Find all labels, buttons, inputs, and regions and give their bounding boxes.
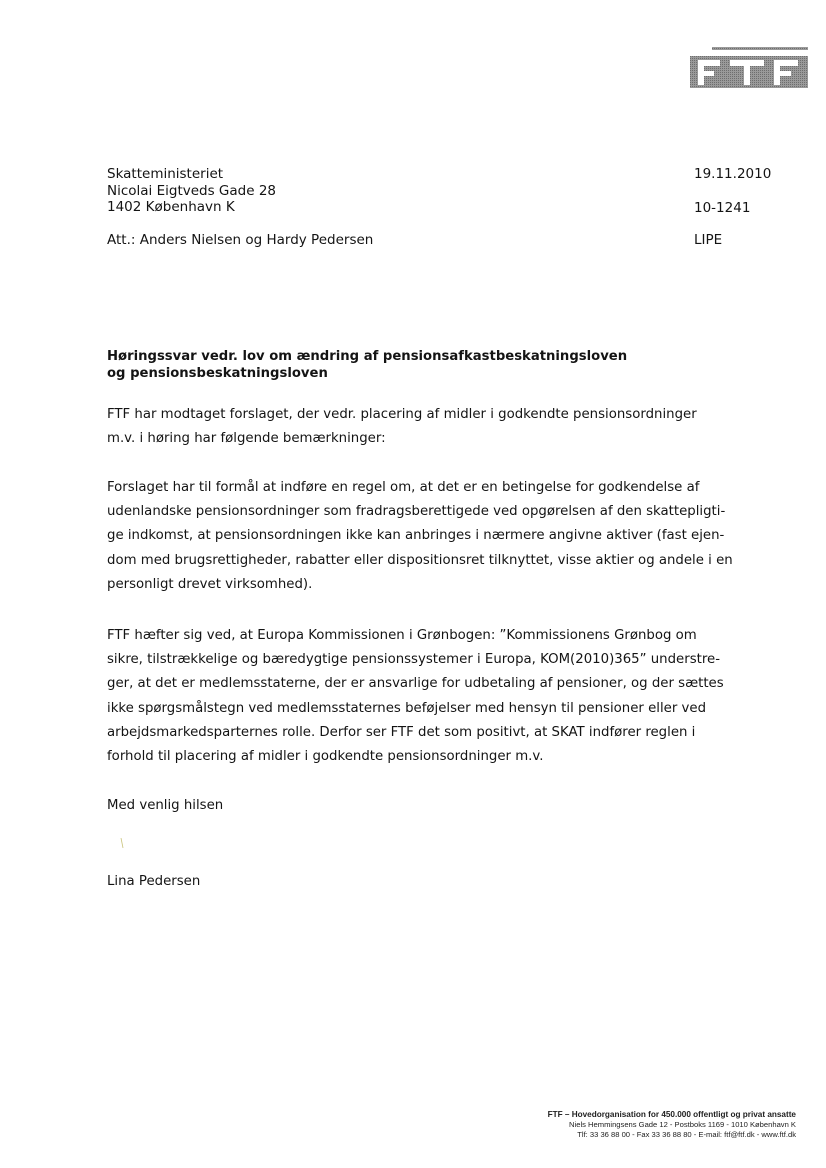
body-paragraph-1 — [107, 403, 697, 451]
letterhead-footer — [496, 1110, 796, 1140]
signature-mark — [120, 838, 124, 848]
paragraph-line: sikre, tilstrækkelige og bæredygtige pensionssystemer i Europa, KOM(2010)365” understre- — [107, 652, 720, 668]
paragraph-line: FTF har modtaget forslaget, der vedr. placering af midler i godkendte pensionsordninger — [107, 407, 697, 422]
signer-name: Lina Pedersen — [107, 874, 201, 889]
reference-number: 10-1241 — [694, 200, 751, 216]
paragraph-line: dom med brugsrettigheder, rabatter eller dispositionsret tilknyttet, visse aktier og andele i en — [107, 552, 733, 568]
footer-contact: Tlf: 33 36 88 00 - Fax 33 36 88 80 - E-mail: ftf@ftf.dk - www.ftf.dk — [577, 1130, 796, 1139]
paragraph-line: ger, at det er medlemsstaterne, der er ansvarlige for udbetaling af pensioner, og der sættes — [107, 676, 724, 692]
footer-title: FTF – Hovedorganisation for 450.000 offentligt og privat ansatte — [547, 1110, 796, 1119]
body-paragraph-3 — [107, 624, 724, 769]
footer-address: Niels Hemmingsens Gade 12 - Postboks 1169 - 1010 København K — [569, 1120, 796, 1129]
author-initials: LIPE — [694, 232, 723, 248]
recipient-name: Skatteministeriet — [107, 166, 224, 182]
attention-line: Att.: Anders Nielsen og Hardy Pedersen — [107, 232, 374, 248]
paragraph-line: Forslaget har til formål at indføre en regel om, at det er en betingelse for godkendelse af — [107, 480, 700, 495]
subject-line: og pensionsbeskatningsloven — [107, 366, 328, 381]
paragraph-line: ikke spørgsmålstegn ved medlemsstaternes beføjelser med hensyn til pensioner eller ved — [107, 700, 707, 716]
body-paragraph-2 — [107, 476, 733, 597]
closing-salutation: Med venlig hilsen — [107, 798, 224, 813]
paragraph-line: personligt drevet virksomhed). — [107, 576, 313, 592]
paragraph-line: forhold til placering af midler i godkendte pensionsordninger m.v. — [107, 749, 544, 765]
ftf-logo-graphic — [690, 44, 808, 88]
ftf-logo — [690, 44, 808, 88]
letter-date: 19.11.2010 — [694, 166, 772, 182]
paragraph-line: m.v. i høring har følgende bemærkninger: — [107, 431, 386, 447]
recipient-address — [107, 166, 276, 216]
recipient-city: 1402 København K — [107, 199, 235, 215]
recipient-street: Nicolai Eigtveds Gade 28 — [107, 182, 277, 199]
paragraph-line: FTF hæfter sig ved, at Europa Kommissionen i Grønbogen: ”Kommissionens Grønbog om — [107, 628, 697, 643]
paragraph-line: udenlandske pensionsordninger som fradragsberettigede ved opgørelsen af den skattepligti- — [107, 504, 726, 520]
paragraph-line: arbejdsmarkedsparternes rolle. Derfor ser FTF det som positivt, at SKAT indfører reglen i — [107, 724, 696, 740]
paragraph-line: ge indkomst, at pensionsordningen ikke kan anbringes i nærmere angivne aktiver (fast ejen- — [107, 528, 725, 544]
letter-subject — [107, 348, 667, 382]
subject-line: Høringssvar vedr. lov om ændring af pensionsafkastbeskatningsloven — [107, 349, 628, 364]
